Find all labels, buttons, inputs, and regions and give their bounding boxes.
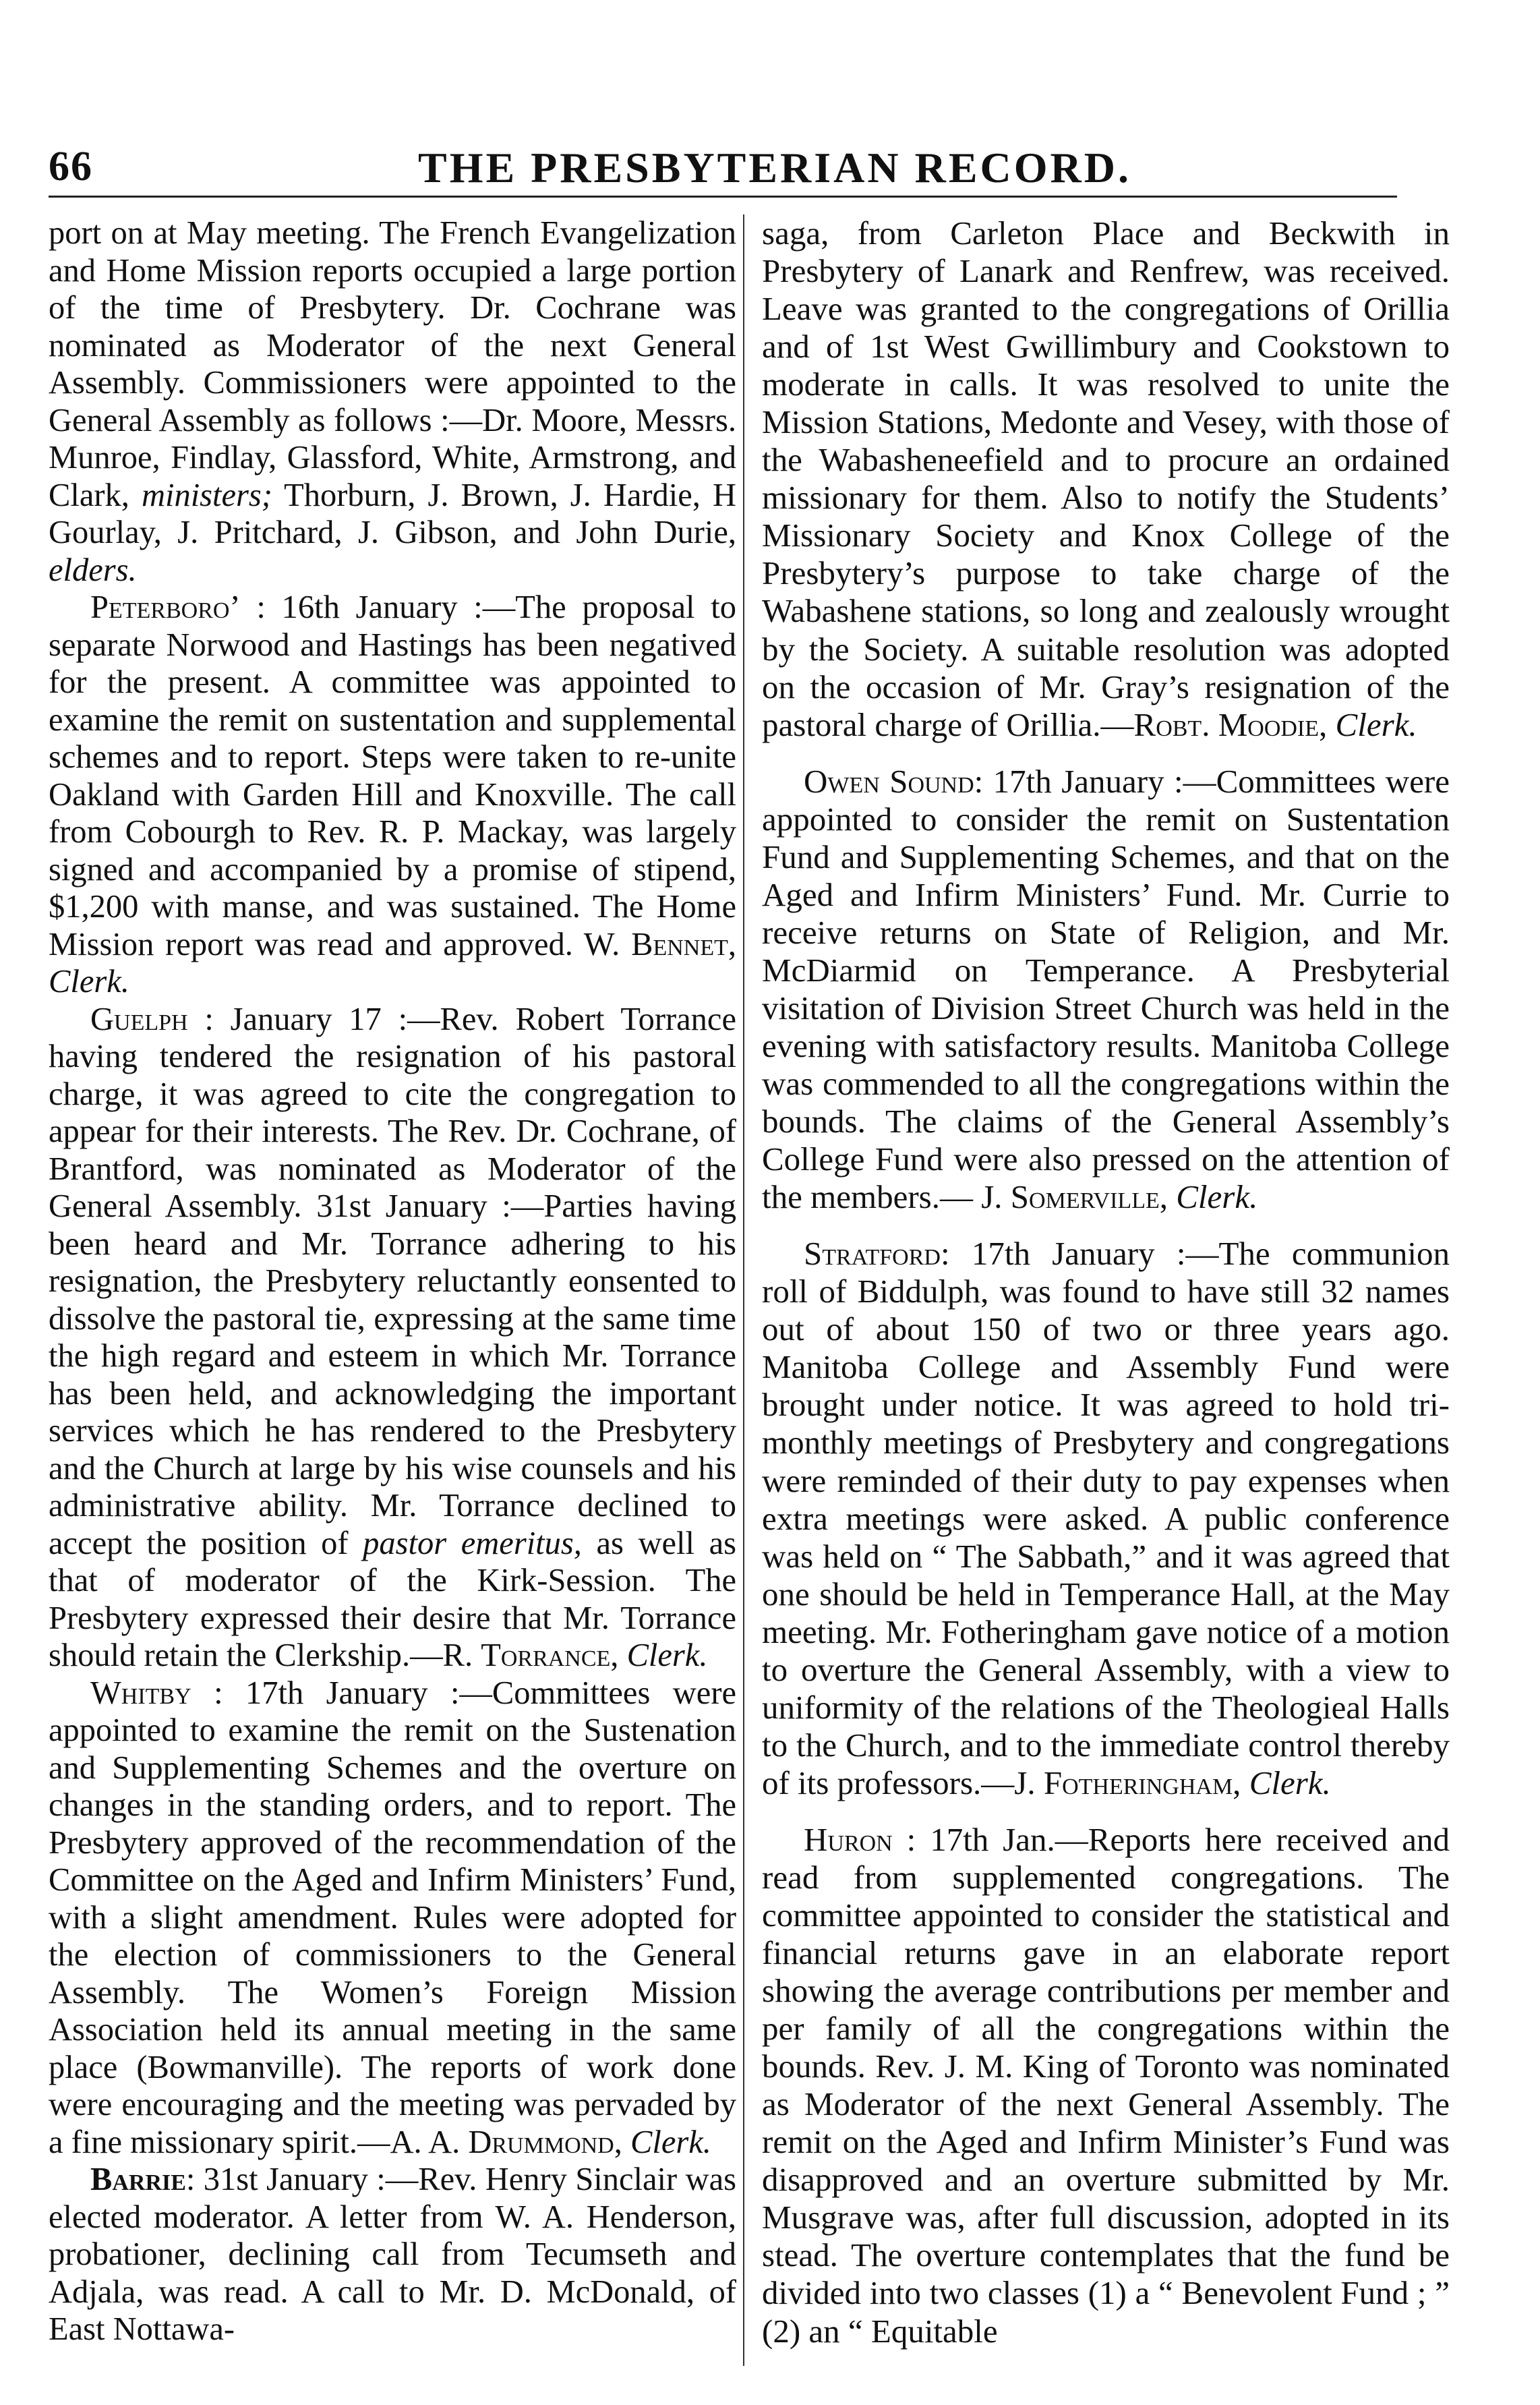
presbytery-heading: Stratford	[804, 1235, 941, 1273]
report-huron	[762, 1821, 1450, 2350]
paragraph-text: Thorburn, J. Brown, J. Hardie, H Gourlay, J. Pritchard, J. Gibson, and John Durie,	[49, 477, 736, 550]
paragraph-text: : January 17 :—Rev. Robert Torrance having tendered the resignation of his pastoral charge, it was agreed to cite the congregation to appear for their interests. The Rev. Dr. Cochrane, of Brantford, was nominated as Moderator of the General Assembly. 31st January :—Parties having been heard and Mr. Torrance adhering to his resignation, the Presbytery reluctantly eonsented to dissolve the pastoral tie, expressing at the same time the high regard and esteem in which Mr. Torrance has been held, and acknowledging the important services which he has rendered to the Presbytery and the Church at large by his wise counsels and his administrative ability. Mr. Torrance declined to accept the position of	[49, 1001, 736, 1561]
right-column	[762, 214, 1450, 2350]
running-title: THE PRESBYTERIAN RECORD.	[418, 144, 1131, 192]
clerk-title: Clerk.	[49, 964, 129, 999]
clerk-title: Clerk.	[630, 2124, 711, 2160]
presbytery-heading: Owen Sound	[804, 762, 974, 800]
left-column	[49, 214, 736, 2348]
presbytery-heading: Peterboro’	[90, 589, 241, 625]
paragraph-text: : 31st January :—Rev. Henry Sinclair was elected moderator. A letter from W. A. Henderson, probationer, declining call from Tecumseth and Adjala, was read. A call to Mr. D. McDonald, of East Nottawa-	[49, 2162, 736, 2347]
clerk-name: Torrance,	[481, 1638, 619, 1673]
clerk-title: Clerk.	[1335, 705, 1417, 743]
header-rule	[49, 196, 1397, 198]
paragraph-text: : 17th January :—Committees were appointed to examine the remit on the Sustenation and Supplementing Schemes and the overture on changes in the standing orders, and to report. The Presbytery approved of the recommendation of the Committee on the Aged and Infirm Ministers’ Fund, with a slight amendment. Rules were adopted for the election of commissioners to the General Assembly. The Women’s Foreign Mission Association held its annual meeting in the same place (Bowmanville). The reports of work done were encouraging and the meeting was pervaded by a fine missionary spirit.—A. A.	[49, 1675, 736, 2160]
report-guelph	[49, 1001, 736, 1675]
report-owen-sound	[762, 763, 1450, 1217]
presbytery-heading: Huron	[804, 1820, 893, 1858]
page-number: 66	[49, 144, 93, 190]
paragraph-text: : 17th Jan.—Reports here received and read from supplemented congregations. The committee appointed to consider the statistical and financial returns gave in an elaborate report showing the average contributions per member and per family of all the congregations within the bounds. Rev. J. M. King of Toronto was nominated as Moderator of the next General Assembly. The remit on the Aged and Infirm Minister’s Fund was disapproved and an overture submitted by Mr. Musgrave was, after full discussion, adopted in its stead. The overture contemplates that the fund be divided into two classes (1) a “ Benevolent Fund ; ” (2) an “ Equitable	[762, 1820, 1450, 2350]
paragraph-text: : 17th January :—The communion roll of Biddulph, was found to have still 32 names out of about 150 of two or three years ago. Manitoba College and Assembly Fund were brought under notice. It was agreed to hold tri-monthly meetings of Presbytery and congregations were reminded of their duty to pay expenses when extra meetings were asked. A public conference was held on “ The Sabbath,” and it was agreed that one should be held in Temperance Hall, at the May meeting. Mr. Fotheringham gave notice of a motion to overture the General Assembly, with a view to uniformity of the relations of the Theologieal Halls to the Church, and to the immediate control thereby of its professors.—J.	[762, 1235, 1450, 1801]
report-whitby	[49, 1675, 736, 2162]
column-divider	[743, 214, 744, 2366]
presbytery-heading: Guelph	[90, 1001, 188, 1037]
report-barrie	[49, 2161, 736, 2348]
presbytery-heading: Whitby	[90, 1675, 191, 1711]
clerk-name: Somerville,	[1010, 1178, 1168, 1216]
page-header	[49, 143, 1397, 208]
clerk-title: Clerk.	[1176, 1178, 1258, 1216]
paragraph-text: saga, from Carleton Place and Beckwith in Presbytery of Lanark and Renfrew, was received. Leave was granted to the congregations of Orillia and of 1st West Gwillimbury and Cookstown to moderate in calls. It was resolved to unite the Mission Stations, Medonte and Vesey, with those of the Wabasheneefield and to procure an ordained missionary for them. Also to notify the Students’ Missionary Society and Knox College of the Presbytery’s purpose to take charge of the Wabashene stations, so long and zealously wrought by the Society. A suitable resolution was adopted on the occasion of Mr. Gray’s resignation of the pastoral charge of Orillia.—	[762, 214, 1450, 743]
paragraph-continuation	[49, 214, 736, 589]
presbytery-heading: Barrie	[90, 2162, 186, 2197]
report-peterboro	[49, 589, 736, 1001]
italic-text: ministers;	[141, 477, 272, 513]
clerk-name: Robt. Moodie,	[1133, 705, 1328, 743]
clerk-name: Fotheringham,	[1043, 1764, 1241, 1801]
paragraph-continuation	[762, 214, 1450, 744]
report-stratford	[762, 1235, 1450, 1802]
clerk-title: Clerk.	[626, 1638, 708, 1673]
italic-text: elders.	[49, 552, 137, 588]
clerk-name: Drummond,	[468, 2124, 622, 2160]
clerk-title: Clerk.	[1249, 1764, 1331, 1801]
paragraph-text: : 17th January :—Committees were appointed to consider the remit on Sustentation Fund and Supplementing Schemes, and that on the Aged and Infirm Ministers’ Fund. Mr. Currie to receive returns on State of Religion, and Mr. McDiarmid on Temperance. A Presbyterial visitation of Division Street Church was held in the evening with satisfactory results. Manitoba College was commended to all the congregations within the bounds. The claims of the General Assembly’s College Fund were also pressed on the attention of the members.— J.	[762, 762, 1450, 1216]
italic-text: pastor emeritus,	[363, 1525, 582, 1561]
clerk-name: Bennet,	[631, 926, 736, 962]
paragraph-text: : 16th January :—The proposal to separate Norwood and Hastings has been negatived for the present. A committee was appointed to examine the remit on sustentation and supplemental schemes and to report. Steps were taken to re-unite Oakland with Garden Hill and Knoxville. The call from Cobourgh to Rev. R. P. Mackay, was largely signed and accompanied by a promise of stipend, $1,200 with manse, and was sustained. The Home Mission report was read and approved. W.	[49, 589, 736, 962]
paragraph-text: port on at May meeting. The French Evangelization and Home Mission reports occupied a large portion of the time of Presbytery. Dr. Cochrane was nominated as Moderator of the next General Assembly. Commissioners were appointed to the General Assembly as follows :—Dr. Moore, Messrs. Munroe, Findlay, Glassford, White, Armstrong, and Clark,	[49, 215, 736, 513]
paragraph-text: as well as that of moderator of the Kirk-Session. The Presbytery expressed their desire that Mr. Torrance should retain the Clerkship.—R.	[49, 1525, 736, 1673]
